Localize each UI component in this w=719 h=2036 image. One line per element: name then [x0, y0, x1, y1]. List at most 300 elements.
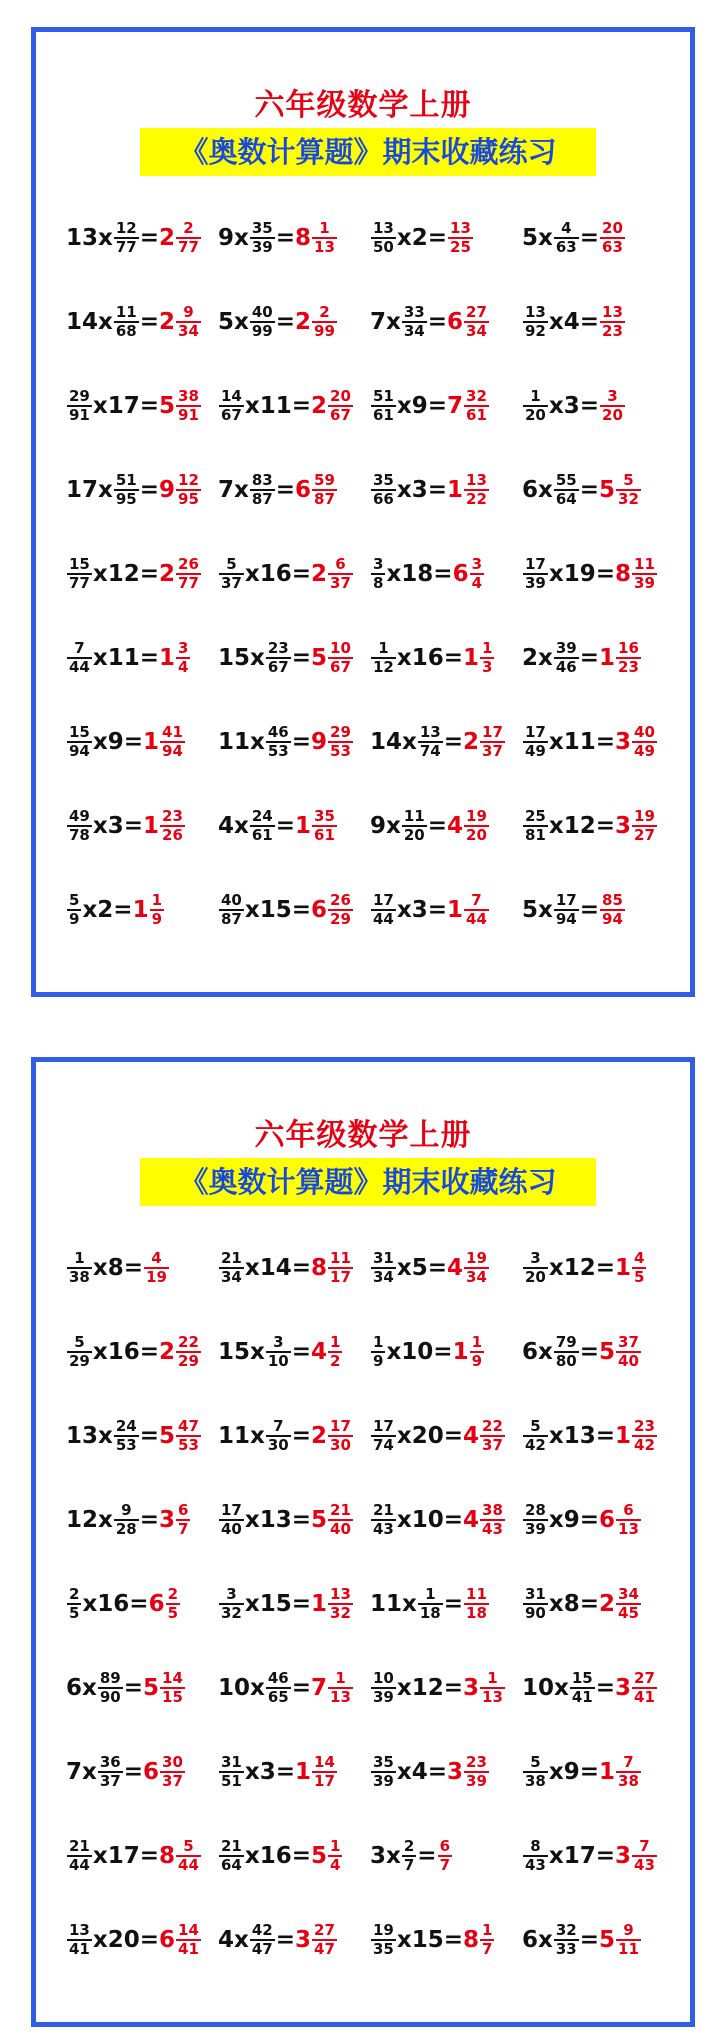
math-problem — [218, 700, 370, 784]
math-problem — [66, 1478, 218, 1562]
equals-sign: = — [139, 1927, 160, 1953]
fraction — [328, 640, 353, 677]
fraction — [632, 556, 657, 593]
whole-number: 6 — [66, 1675, 83, 1701]
fraction — [523, 1418, 548, 1455]
whole-number: 9 — [107, 729, 124, 755]
times-sign: x — [548, 561, 564, 587]
whole-number: 17 — [107, 393, 140, 419]
answer-whole: 5 — [159, 1423, 176, 1449]
math-problem — [370, 868, 522, 952]
answer-whole: 5 — [599, 1927, 616, 1953]
fraction — [371, 1250, 396, 1287]
equals-sign: = — [139, 225, 160, 251]
whole-number: 7 — [218, 477, 235, 503]
fraction — [480, 1922, 494, 1959]
answer — [295, 808, 338, 845]
fraction — [67, 808, 92, 845]
numerator: 3 — [373, 554, 384, 573]
times-sign: x — [234, 813, 249, 839]
equals-sign: = — [291, 645, 312, 671]
answer — [133, 892, 165, 929]
fraction — [176, 1502, 190, 1539]
denominator: 37 — [99, 1772, 121, 1790]
fraction — [266, 1334, 291, 1371]
times-sign: x — [554, 1675, 569, 1701]
numerator: 1 — [530, 386, 541, 405]
times-sign: x — [244, 1591, 260, 1617]
fraction — [328, 556, 353, 593]
answer-whole: 2 — [159, 1339, 176, 1365]
denominator: 9 — [151, 910, 163, 928]
denominator: 29 — [330, 910, 351, 928]
numerator: 17 — [373, 890, 394, 909]
numerator: 13 — [450, 218, 471, 237]
times-sign: x — [396, 897, 412, 923]
answer — [143, 1670, 186, 1707]
answer — [599, 1922, 642, 1959]
worksheet-title: 六年级数学上册 — [254, 1118, 472, 1153]
numerator: 3 — [530, 1248, 541, 1267]
equals-sign: = — [123, 1255, 144, 1281]
fraction — [98, 1754, 123, 1791]
numerator: 34 — [618, 1584, 639, 1603]
equals-sign: = — [579, 1927, 600, 1953]
equals-sign: = — [427, 813, 448, 839]
denominator: 53 — [178, 1436, 199, 1454]
fraction — [266, 640, 291, 677]
answer-whole: 5 — [311, 1507, 328, 1533]
whole-number: 4 — [218, 813, 235, 839]
fraction — [438, 1838, 452, 1875]
whole-number: 15 — [218, 645, 251, 671]
denominator: 87 — [251, 490, 273, 508]
whole-number: 12 — [66, 1507, 99, 1533]
whole-number: 11 — [218, 729, 251, 755]
answer-whole: 1 — [159, 645, 176, 671]
numerator: 27 — [634, 1668, 655, 1687]
numerator: 21 — [330, 1500, 351, 1519]
times-sign: x — [92, 1927, 108, 1953]
answer — [599, 304, 626, 341]
equals-sign: = — [427, 897, 448, 923]
numerator: 14 — [162, 1668, 183, 1687]
numerator: 24 — [251, 806, 273, 825]
numerator: 14 — [221, 386, 242, 405]
times-sign: x — [92, 813, 108, 839]
fraction — [464, 808, 489, 845]
denominator: 45 — [618, 1604, 639, 1622]
denominator: 32 — [618, 490, 639, 508]
math-problem — [522, 448, 674, 532]
equals-sign: = — [427, 1255, 448, 1281]
numerator: 23 — [267, 638, 289, 657]
answer-whole: 1 — [463, 645, 480, 671]
denominator: 30 — [267, 1436, 289, 1454]
denominator: 17 — [330, 1268, 351, 1286]
fraction — [632, 1418, 657, 1455]
denominator: 95 — [115, 490, 137, 508]
answer — [599, 640, 642, 677]
whole-number: 6 — [522, 1339, 539, 1365]
math-problem — [370, 1730, 522, 1814]
times-sign: x — [548, 729, 564, 755]
whole-number: 6 — [522, 477, 539, 503]
equals-sign: = — [139, 645, 160, 671]
fraction — [250, 1922, 275, 1959]
numerator: 30 — [162, 1752, 183, 1771]
fraction — [480, 724, 505, 761]
numerator: 5 — [74, 1332, 85, 1351]
times-sign: x — [82, 1759, 97, 1785]
math-problem — [66, 784, 218, 868]
whole-number: 17 — [563, 1843, 596, 1869]
math-problem — [218, 616, 370, 700]
times-sign: x — [244, 1843, 260, 1869]
numerator: 26 — [330, 890, 351, 909]
fraction — [554, 892, 579, 929]
times-sign: x — [98, 1423, 113, 1449]
math-problem — [370, 1562, 522, 1646]
equals-sign: = — [417, 1843, 437, 1869]
denominator: 43 — [373, 1520, 394, 1538]
denominator: 20 — [466, 826, 487, 844]
numerator: 11 — [634, 554, 655, 573]
denominator: 20 — [525, 1268, 546, 1286]
denominator: 9 — [69, 910, 80, 928]
whole-number: 10 — [218, 1675, 251, 1701]
numerator: 3 — [607, 386, 618, 405]
fraction — [219, 1754, 244, 1791]
denominator: 39 — [466, 1772, 487, 1790]
answer-whole: 2 — [311, 561, 328, 587]
numerator: 21 — [373, 1500, 394, 1519]
equals-sign: = — [291, 1591, 312, 1617]
equals-sign: = — [433, 1339, 453, 1365]
answer-whole: 1 — [447, 477, 464, 503]
fraction — [160, 808, 185, 845]
whole-number: 14 — [259, 1255, 292, 1281]
numerator: 3 — [471, 554, 483, 573]
numerator: 17 — [373, 1416, 394, 1435]
answer — [615, 1838, 658, 1875]
math-problem — [370, 532, 522, 616]
denominator: 40 — [330, 1520, 351, 1538]
answer — [143, 1754, 186, 1791]
numerator: 23 — [466, 1752, 487, 1771]
math-problem — [522, 616, 674, 700]
numerator: 49 — [69, 806, 90, 825]
denominator: 13 — [330, 1688, 351, 1706]
fraction — [523, 1586, 548, 1623]
answer — [463, 1922, 495, 1959]
equals-sign: = — [139, 477, 160, 503]
denominator: 53 — [115, 1436, 137, 1454]
fraction — [616, 1922, 641, 1959]
equals-sign: = — [595, 729, 616, 755]
denominator: 53 — [267, 742, 289, 760]
times-sign: x — [92, 1843, 108, 1869]
denominator: 23 — [602, 322, 623, 340]
answer-whole: 6 — [159, 1927, 176, 1953]
math-problem — [370, 784, 522, 868]
numerator: 79 — [555, 1332, 577, 1351]
denominator: 34 — [403, 322, 425, 340]
fraction — [616, 1334, 641, 1371]
math-problem — [66, 868, 218, 952]
fraction — [176, 220, 201, 257]
numerator: 40 — [221, 890, 242, 909]
times-sign: x — [396, 1759, 412, 1785]
fraction — [464, 1754, 489, 1791]
denominator: 50 — [373, 238, 394, 256]
denominator: 61 — [314, 826, 335, 844]
math-problem — [66, 700, 218, 784]
fraction — [523, 724, 548, 761]
numerator: 2 — [403, 1836, 415, 1855]
denominator: 37 — [221, 574, 242, 592]
numerator: 3 — [178, 638, 189, 657]
whole-number: 10 — [522, 1675, 555, 1701]
numerator: 41 — [162, 722, 183, 741]
whole-number: 7 — [66, 1759, 83, 1785]
numerator: 17 — [482, 722, 503, 741]
whole-number: 10 — [411, 1507, 444, 1533]
math-problem — [522, 532, 674, 616]
denominator: 13 — [618, 1520, 639, 1538]
equals-sign: = — [433, 561, 453, 587]
fraction — [144, 1250, 169, 1287]
math-problem — [522, 784, 674, 868]
answer-whole: 8 — [295, 225, 312, 251]
times-sign: x — [234, 225, 249, 251]
whole-number: 12 — [107, 561, 140, 587]
whole-number: 8 — [563, 1591, 580, 1617]
equals-sign: = — [139, 393, 160, 419]
denominator: 41 — [178, 1940, 199, 1958]
whole-number: 3 — [107, 813, 124, 839]
denominator: 47 — [251, 1940, 273, 1958]
fraction — [160, 1754, 185, 1791]
answer-whole: 4 — [311, 1339, 328, 1365]
answer-whole: 8 — [463, 1927, 480, 1953]
denominator: 64 — [221, 1856, 242, 1874]
denominator: 34 — [466, 322, 487, 340]
numerator: 19 — [634, 806, 655, 825]
denominator: 53 — [330, 742, 351, 760]
fraction — [371, 1922, 396, 1959]
numerator: 17 — [555, 890, 577, 909]
math-problem — [218, 1310, 370, 1394]
fraction — [266, 1418, 291, 1455]
answer — [463, 1670, 506, 1707]
denominator: 47 — [314, 1940, 335, 1958]
fraction — [570, 1670, 595, 1707]
times-sign: x — [250, 645, 265, 671]
fraction — [371, 1754, 396, 1791]
numerator: 40 — [634, 722, 655, 741]
denominator: 2 — [330, 1352, 341, 1370]
answer — [615, 724, 658, 761]
equals-sign: = — [595, 1675, 616, 1701]
denominator: 37 — [482, 742, 503, 760]
math-problem — [218, 784, 370, 868]
equals-sign: = — [427, 225, 448, 251]
fraction — [67, 388, 92, 425]
times-sign: x — [538, 897, 553, 923]
whole-number: 19 — [563, 561, 596, 587]
fraction — [67, 1250, 92, 1287]
answer-whole: 6 — [447, 309, 464, 335]
answer-whole: 3 — [295, 1927, 312, 1953]
math-problem — [522, 1226, 674, 1310]
denominator: 67 — [330, 406, 351, 424]
fraction — [402, 304, 427, 341]
denominator: 26 — [162, 826, 183, 844]
math-problem — [370, 196, 522, 280]
fraction — [402, 1838, 416, 1875]
math-problem — [522, 1310, 674, 1394]
times-sign: x — [92, 393, 108, 419]
fraction — [266, 724, 291, 761]
answer-whole: 2 — [463, 729, 480, 755]
math-problem — [66, 448, 218, 532]
whole-number: 11 — [563, 729, 596, 755]
answer — [463, 1586, 490, 1623]
answer — [311, 556, 354, 593]
numerator: 10 — [373, 1668, 394, 1687]
denominator: 44 — [178, 1856, 199, 1874]
fraction — [632, 1838, 657, 1875]
math-problem — [218, 364, 370, 448]
math-problem — [370, 448, 522, 532]
denominator: 9 — [471, 1352, 483, 1370]
equals-sign: = — [443, 1507, 464, 1533]
math-problem — [66, 1226, 218, 1310]
fraction — [600, 220, 625, 257]
numerator: 9 — [623, 1920, 634, 1939]
fraction — [219, 1502, 244, 1539]
whole-number: 3 — [411, 897, 428, 923]
denominator: 40 — [618, 1352, 639, 1370]
denominator: 15 — [162, 1688, 183, 1706]
equals-sign: = — [427, 1759, 448, 1785]
numerator: 46 — [267, 722, 289, 741]
numerator: 5 — [530, 1752, 541, 1771]
fraction — [418, 724, 443, 761]
equals-sign: = — [275, 309, 296, 335]
denominator: 4 — [330, 1856, 341, 1874]
answer — [159, 1838, 202, 1875]
equals-sign: = — [275, 477, 296, 503]
answer — [599, 472, 642, 509]
whole-number: 5 — [522, 225, 539, 251]
times-sign: x — [538, 477, 553, 503]
whole-number: 17 — [107, 1843, 140, 1869]
numerator: 2 — [167, 1584, 179, 1603]
equals-sign: = — [443, 1927, 464, 1953]
answer — [295, 472, 338, 509]
fraction — [600, 304, 625, 341]
numerator: 27 — [314, 1920, 335, 1939]
denominator: 32 — [330, 1604, 351, 1622]
equals-sign: = — [579, 225, 600, 251]
numerator: 5 — [183, 1836, 194, 1855]
math-problem — [370, 1814, 522, 1898]
denominator: 12 — [373, 658, 394, 676]
denominator: 77 — [178, 574, 199, 592]
math-problem — [522, 1394, 674, 1478]
equals-sign: = — [427, 393, 448, 419]
equals-sign: = — [291, 1675, 312, 1701]
denominator: 33 — [555, 1940, 577, 1958]
numerator: 1 — [151, 890, 163, 909]
numerator: 11 — [330, 1248, 351, 1267]
times-sign: x — [396, 393, 412, 419]
worksheet-card-1 — [31, 27, 695, 997]
whole-number: 16 — [259, 1843, 292, 1869]
problem-grid — [66, 1226, 686, 1986]
whole-number: 3 — [411, 477, 428, 503]
math-problem — [66, 1646, 218, 1730]
numerator: 22 — [482, 1416, 503, 1435]
numerator: 22 — [178, 1332, 199, 1351]
fraction — [150, 892, 164, 929]
fraction — [480, 640, 494, 677]
numerator: 17 — [330, 1416, 351, 1435]
numerator: 20 — [602, 218, 623, 237]
numerator: 11 — [115, 302, 137, 321]
numerator: 32 — [555, 1920, 577, 1939]
fraction — [114, 304, 139, 341]
numerator: 32 — [466, 386, 487, 405]
numerator: 3 — [226, 1584, 237, 1603]
fraction — [328, 724, 353, 761]
denominator: 41 — [634, 1688, 655, 1706]
denominator: 49 — [634, 742, 655, 760]
whole-number: 13 — [66, 1423, 99, 1449]
answer-whole: 1 — [447, 897, 464, 923]
numerator: 4 — [151, 1248, 162, 1267]
answer — [463, 640, 495, 677]
equals-sign: = — [291, 393, 312, 419]
fraction — [312, 808, 337, 845]
denominator: 91 — [69, 406, 90, 424]
numerator: 13 — [419, 722, 441, 741]
fraction — [312, 304, 337, 341]
answer-whole: 2 — [599, 1591, 616, 1617]
fraction — [600, 388, 625, 425]
times-sign: x — [98, 1507, 113, 1533]
math-problem — [370, 364, 522, 448]
fraction — [371, 1502, 396, 1539]
fraction — [250, 304, 275, 341]
numerator: 9 — [183, 302, 194, 321]
fraction — [67, 1586, 81, 1623]
fraction — [219, 1838, 244, 1875]
numerator: 83 — [251, 470, 273, 489]
fraction — [464, 472, 489, 509]
fraction — [523, 808, 548, 845]
denominator: 61 — [373, 406, 394, 424]
answer — [143, 724, 186, 761]
fraction — [312, 472, 337, 509]
whole-number: 11 — [370, 1591, 403, 1617]
equals-sign: = — [595, 561, 616, 587]
fraction — [464, 1586, 489, 1623]
answer — [159, 220, 202, 257]
answer — [447, 472, 490, 509]
